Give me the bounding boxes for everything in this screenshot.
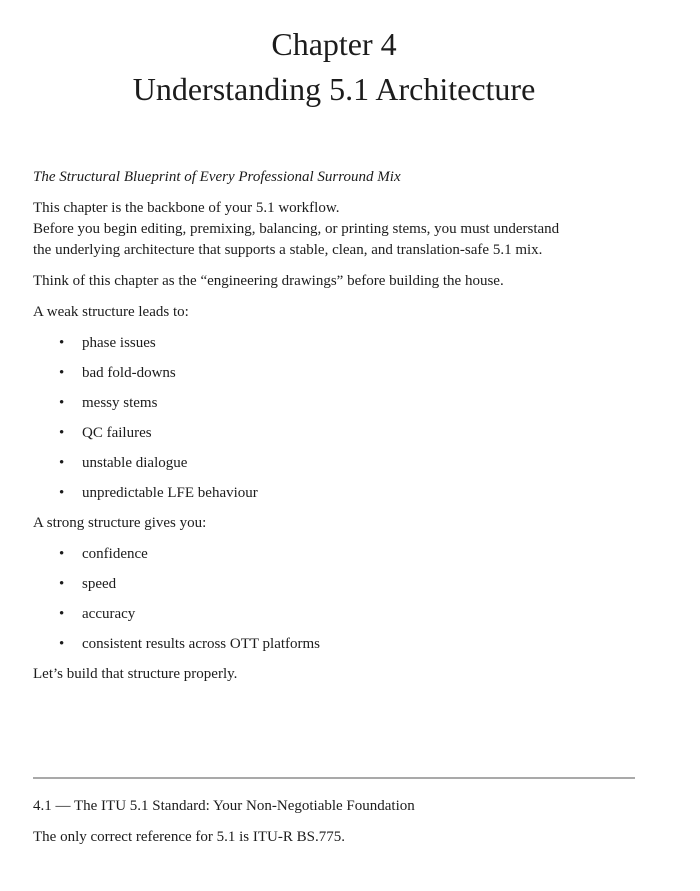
chapter-subtitle: Understanding 5.1 Architecture [132,71,536,107]
section-divider [33,777,635,779]
list-item: • phase issues [82,333,635,354]
strong-list-lead: A strong structure gives you: [33,515,207,531]
list-item: • unpredictable LFE behaviour [82,483,635,504]
tagline: The Structural Blueprint of Every Professional Surround Mix [33,169,401,185]
chapter-title: Chapter 4 [271,26,397,62]
section-4-1-heading: 4.1 — The ITU 5.1 Standard: Your Non-Negotiable Foundation [33,798,415,814]
section-4-1-body: The only correct reference for 5.1 is ITU-R BS.775. [33,829,345,845]
weak-structure-list [33,333,635,504]
list-item: • speed [82,574,635,595]
intro-line-3: the underlying architecture that supports a stable, clean, and translation-safe 5.1 mix. [33,242,543,258]
list-item: • accuracy [82,604,635,625]
weak-list-lead: A weak structure leads to: [33,304,189,320]
intro-line-2: Before you begin editing, premixing, balancing, or printing stems, you must understand [33,221,560,237]
list-item: • messy stems [82,393,635,414]
list-item: • unstable dialogue [82,453,635,474]
strong-structure-list [33,544,635,655]
closing-paragraph: Let’s build that structure properly. [33,666,238,682]
list-item: • confidence [82,544,635,565]
intro-line-1: This chapter is the backbone of your 5.1 workflow. [33,200,340,216]
list-item: • consistent results across OTT platforms [82,634,635,655]
analogy-paragraph: Think of this chapter as the “engineering drawings” before building the house. [33,273,504,289]
intro-paragraph [33,198,635,261]
list-item: • bad fold-downs [82,363,635,384]
list-item: • QC failures [82,423,635,444]
